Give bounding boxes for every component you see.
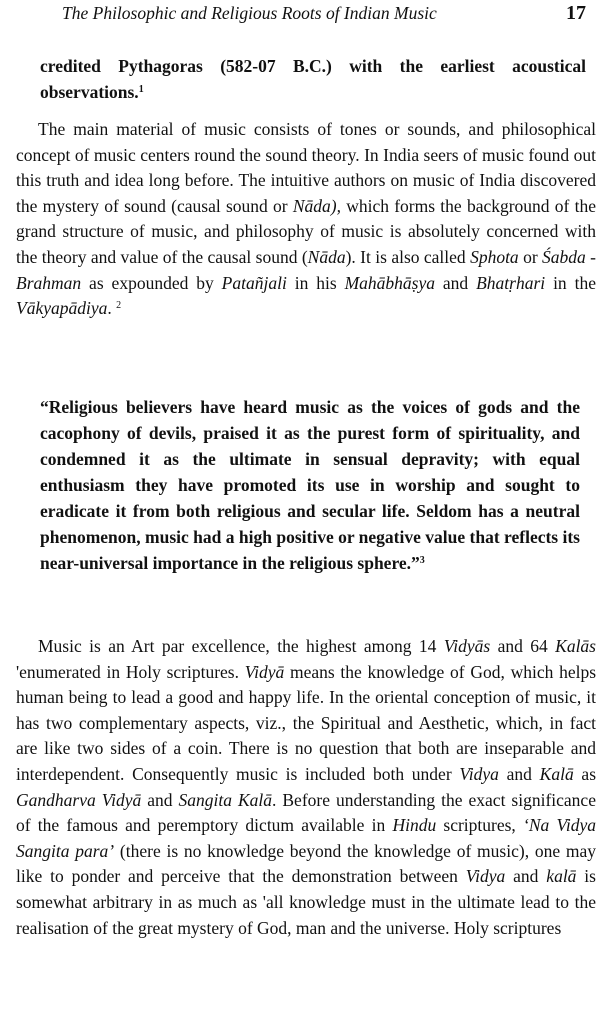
footnote-ref-3: 3 [419, 555, 425, 566]
paragraph-sound-theory: The main material of music consists of tones or sounds, and philosophical concept of music centers round the sound theory. In India seers of music found out this truth and idea long before. The intuitive authors on music of India discovered the mystery of sound (causal sound or Nāda), which forms the background of the grand structure of music, and philosophy of music is absolutely concerned with the theory and value of the causal sound (Nāda). It is also called Sphota or Śabda -Brahman as expounded by Patañjali in his Mahābhāṣya and Bhatṛhari in the Vākyapādiya. $^2$ [16, 119, 597, 319]
paragraph-continued: credited Pythagoras (582-07 B.C.) with the earliest acoustical observations.$^1$ [40, 56, 586, 102]
footnote-ref-1: 1 [138, 83, 144, 95]
paragraph-art-par-excellence: Music is an Art par excellence, the highest among 14 Vidyās and 64 Kalās 'enumerated in Holy scriptures. Vidyā means the knowledge of God, which helps human being to lead a good and happy life. In the oriental conception of music, it has two complementary aspects, viz., the Spiritual and Aesthetic, which, in fact are like two sides of a coin. There is no question that both are inseparable and interdependent. Consequently music is included both under Vidya and Kalā as Gandharva Vidyā and Sangita Kalā. Before understanding the exact significance of the famous and peremptory dictum available in Hindu scriptures, ‘Na Vidya Sangita para’ (there is no knowledge beyond the knowledge of music), one may like to ponder and perceive that the demonstration between Vidya and kalā is somewhat arbitrary in as much as 'all knowledge must in the ultimate lead to the realisation of the great mystery of God, man and the universe. Holy scriptures [16, 636, 597, 938]
page-number: 17 [566, 2, 586, 24]
footnote-ref-2: 2 [116, 300, 122, 312]
running-title: The Philosophic and Religious Roots of Indian Music [62, 3, 437, 23]
block-quote: “Religious believers have heard music as the voices of gods and the cacophony of devils, praised it as the purest form of spirituality, and condemned it as the ultimate in sensual depravity; with equal enthusiasm they have promoted its use in worship and sought to eradicate it from both religious and secular life. Seldom has a neutral phenomenon, music had a high positive or negative value that reflects its near-universal importance in the religious sphere.”$^3$ [40, 397, 580, 573]
running-header [0, 0, 600, 30]
